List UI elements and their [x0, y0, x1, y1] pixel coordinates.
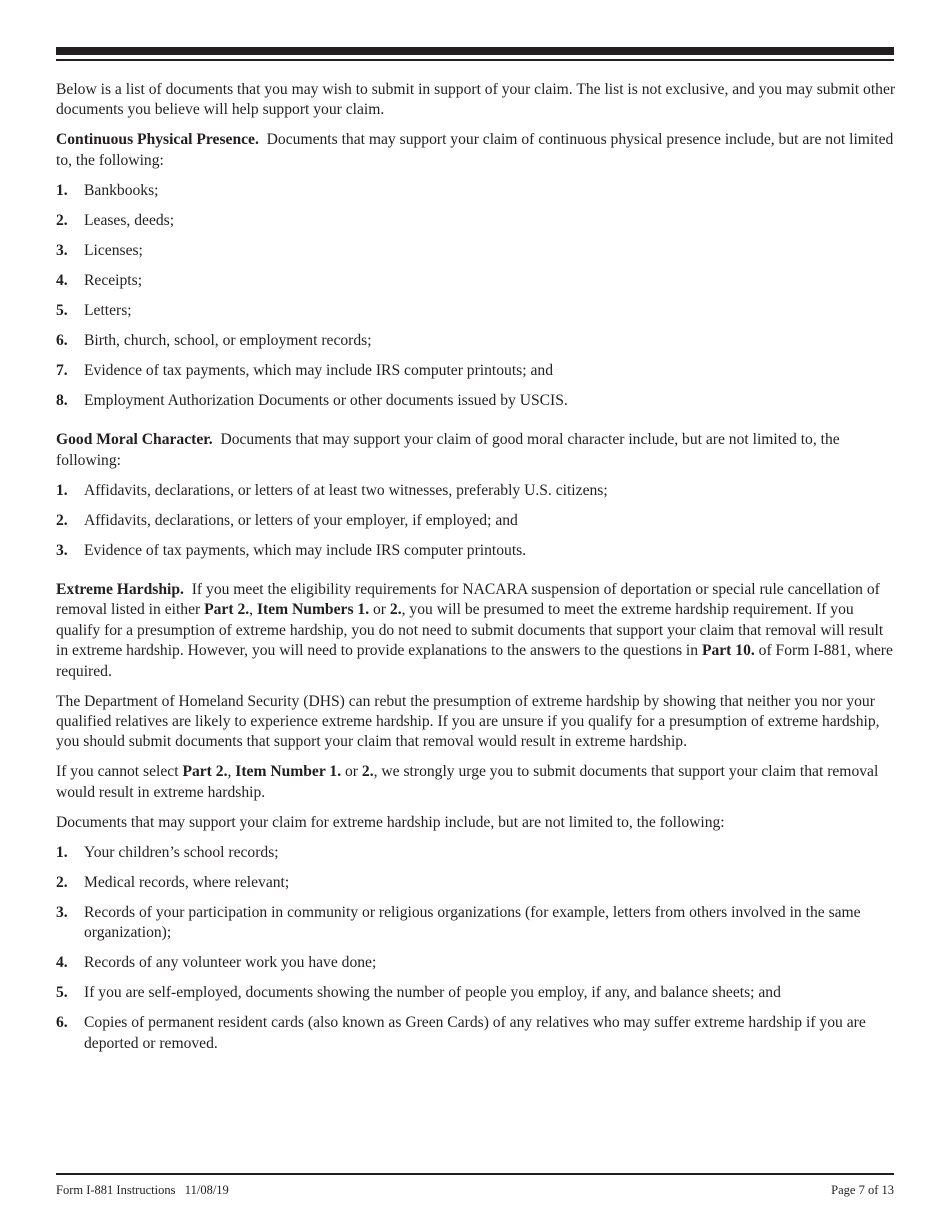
text-run: or — [369, 601, 390, 619]
text-run: , we strongly urge you to submit documents that support your claim that removal would result in extreme hardship. — [56, 763, 879, 801]
eh-heading: Extreme Hardship. — [56, 581, 184, 599]
list-item — [56, 511, 896, 531]
item-number: 5. — [56, 984, 68, 1002]
item-text: Employment Authorization Documents or other documents issued by USCIS. — [84, 391, 568, 409]
eh-paragraph-1 — [56, 580, 896, 682]
intro-paragraph: Below is a list of documents that you may wish to submit in support of your claim. The list is not exclusive, and you may submit other documents you believe will help support your claim. — [56, 81, 896, 119]
text-run: , — [227, 763, 236, 781]
item-number: 7. — [56, 361, 68, 379]
bold-ref: Item Numbers 1. — [256, 601, 370, 619]
bold-ref: Part 2. — [182, 763, 228, 781]
text-run: If you meet the eligibility requirements for NACARA suspension of deportation or special rule cancellation of removal listed in either — [56, 581, 880, 619]
list-item — [56, 271, 896, 291]
gmc-text: Documents that may support your claim of good moral character include, but are not limited to, the following: — [56, 431, 840, 469]
cpp-list — [56, 181, 896, 411]
footer-form-info: Form I-881 Instructions 11/08/19 — [56, 1183, 229, 1197]
header-rule-thin — [56, 59, 894, 61]
eh-paragraph-2: The Department of Homeland Security (DHS) can rebut the presumption of extreme hardship by showing that neither you nor your qualified relatives are likely to experience extreme hardship. If you are unsure if you qualify for a presumption of extreme hardship, you should submit documents that support your claim that removal would result in extreme hardship. — [56, 692, 880, 751]
cpp-heading: Continuous Physical Presence. — [56, 131, 259, 149]
list-item — [56, 1013, 896, 1054]
list-item — [56, 541, 896, 561]
item-text: Records of your participation in community or religious organizations (for example, letters from others involved in the same organization); — [84, 903, 861, 942]
bold-ref: Item Number 1. — [235, 763, 342, 781]
list-item — [56, 211, 896, 231]
header-rule-thick — [56, 47, 894, 55]
cpp-paragraph — [56, 130, 896, 171]
list-item — [56, 903, 896, 944]
item-number: 2. — [56, 211, 68, 229]
item-text: Affidavits, declarations, or letters of your employer, if employed; and — [84, 511, 518, 529]
gmc-list — [56, 481, 896, 561]
item-text: Affidavits, declarations, or letters of at least two witnesses, preferably U.S. citizens; — [84, 481, 608, 499]
eh-list — [56, 843, 896, 1054]
list-item — [56, 983, 896, 1003]
item-text: Birth, church, school, or employment records; — [84, 331, 372, 349]
footer-page-number: Page 7 of 13 — [831, 1183, 894, 1197]
list-item — [56, 301, 896, 321]
item-number: 4. — [56, 271, 68, 289]
text-run: , you will be presumed to meet the extreme hardship requirement. If you qualify for a presumption of extreme hardship, you do not need to submit documents that support your claim that removal will result in extreme hardship. However, you will need to provide explanations to the answers to the questions in — [56, 601, 884, 660]
list-item — [56, 481, 896, 501]
item-number: 2. — [56, 873, 68, 891]
item-text: Medical records, where relevant; — [84, 873, 290, 891]
item-text: Leases, deeds; — [84, 211, 175, 229]
text-run: If you cannot select — [56, 763, 183, 781]
bold-ref: 2. — [389, 601, 402, 619]
item-number: 3. — [56, 241, 68, 259]
list-item — [56, 391, 896, 411]
footer-rule — [56, 1173, 894, 1175]
bold-ref: Part 10. — [701, 642, 755, 660]
item-text: Letters; — [84, 301, 132, 319]
item-text: Copies of permanent resident cards (also known as Green Cards) of any relatives who may suffer extreme hardship if you are deported or removed. — [84, 1014, 866, 1052]
item-number: 5. — [56, 301, 68, 319]
item-number: 2. — [56, 511, 68, 529]
item-number: 1. — [56, 181, 68, 199]
list-item — [56, 843, 896, 863]
item-number: 8. — [56, 391, 68, 409]
item-number: 6. — [56, 1014, 68, 1032]
item-text: Bankbooks; — [84, 181, 159, 199]
item-number: 1. — [56, 481, 68, 499]
list-item — [56, 873, 896, 893]
bold-ref: 2. — [361, 763, 374, 781]
item-number: 3. — [56, 903, 68, 921]
item-number: 6. — [56, 331, 68, 349]
list-item — [56, 953, 896, 973]
cpp-text: Documents that may support your claim of continuous physical presence include, but are not limited to, the following: — [56, 131, 894, 169]
item-text: Evidence of tax payments, which may include IRS computer printouts. — [84, 541, 527, 559]
eh-paragraph-3 — [56, 762, 896, 803]
text-run: , — [249, 601, 257, 619]
list-item — [56, 331, 896, 351]
document-body — [56, 80, 896, 1064]
item-text: Receipts; — [84, 271, 143, 289]
item-text: Evidence of tax payments, which may include IRS computer printouts; and — [84, 361, 554, 379]
item-text: Your children’s school records; — [84, 843, 279, 861]
item-text: If you are self-employed, documents showing the number of people you employ, if any, and balance sheets; and — [84, 984, 781, 1002]
item-text: Licenses; — [84, 241, 143, 259]
gmc-paragraph — [56, 430, 896, 471]
item-number: 1. — [56, 843, 68, 861]
item-text: Records of any volunteer work you have done; — [84, 954, 377, 972]
bold-ref: Part 2. — [204, 601, 250, 619]
text-run: or — [341, 763, 362, 781]
item-number: 4. — [56, 954, 68, 972]
list-item — [56, 181, 896, 201]
gmc-heading: Good Moral Character. — [56, 431, 213, 449]
eh-paragraph-4: Documents that may support your claim for extreme hardship include, but are not limited to, the following: — [56, 813, 725, 831]
list-item — [56, 241, 896, 261]
text-run: of Form I-881, where required. — [56, 642, 893, 680]
list-item — [56, 361, 896, 381]
item-number: 3. — [56, 541, 68, 559]
